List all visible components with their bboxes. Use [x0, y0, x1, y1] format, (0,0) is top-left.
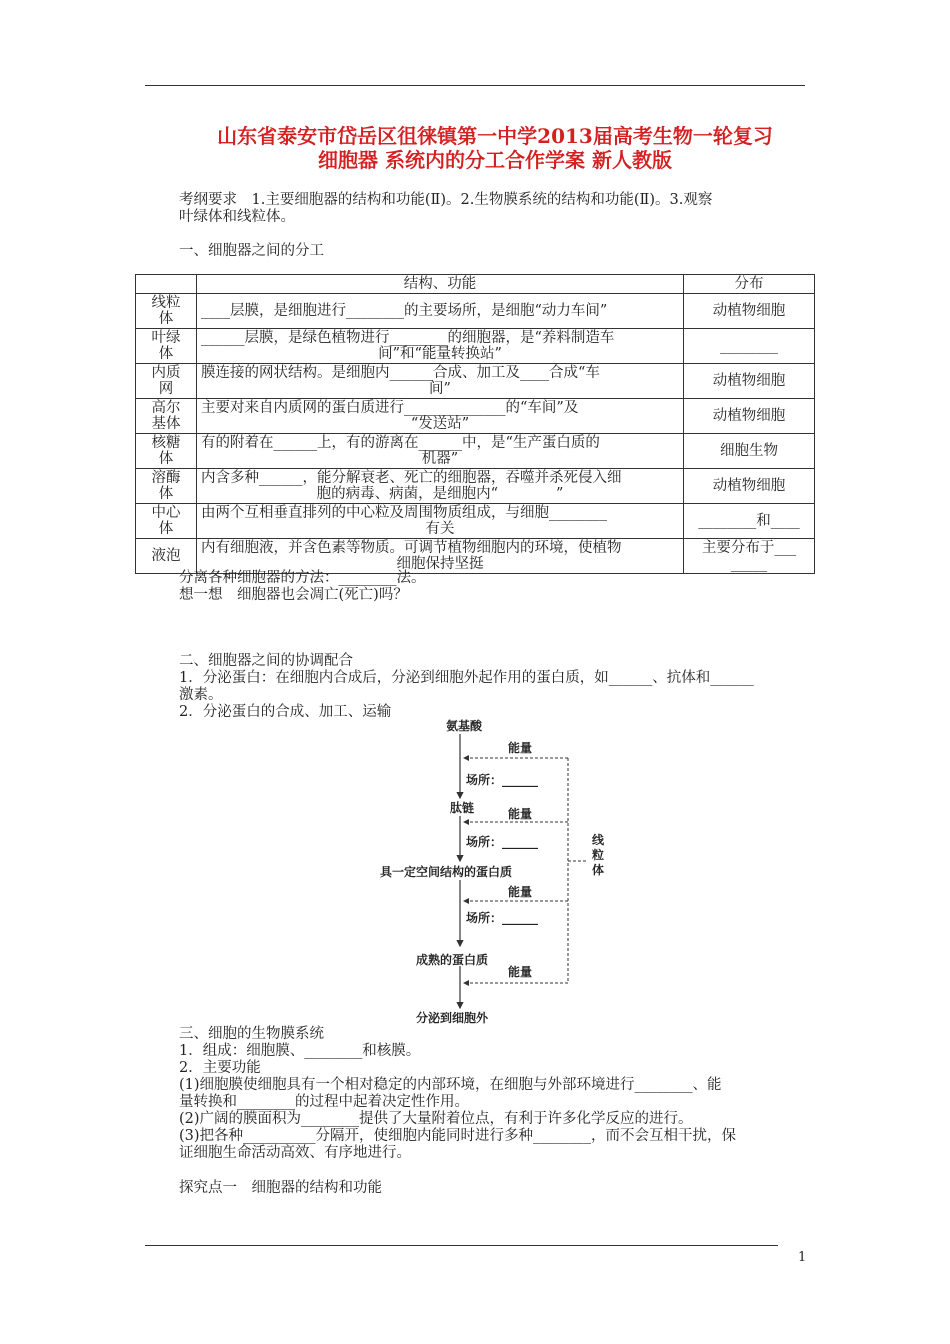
organelle-name-cell-line: 叶绿 [151, 330, 181, 346]
organelle-distribution-cell [684, 539, 815, 574]
organelle-name-cell [136, 329, 197, 364]
label-peptide: 肽链 [450, 801, 475, 815]
organelle-name-cell-line: 液泡 [151, 548, 181, 564]
organelle-function-cell-line: 胞的病毒、病菌，是细胞内“ ” [316, 486, 564, 502]
organelle-function-cell-line: “发送站” [410, 416, 470, 432]
organelle-distribution-cell [684, 399, 815, 434]
organelle-function-cell-line: 细胞保持坚挺 [396, 556, 484, 572]
organelle-function-cell [197, 539, 684, 574]
organelle-name-cell [136, 504, 197, 539]
organelle-function-cell [197, 434, 684, 469]
organelle-distribution-cell [684, 434, 815, 469]
label-mito-1: 线 [592, 833, 605, 847]
organelle-function-cell-line: 内有细胞液，并含色素等物质。可调节植物细胞内的环境，使植物 [201, 540, 622, 556]
section3-p3-line1: (3)把各种__________分隔开，使细胞内能同时进行多种________，而不会互相干扰，保 [179, 1128, 737, 1144]
organelle-distribution-cell-line: 动植物细胞 [712, 408, 786, 424]
section2-item1-line1: 1．分泌蛋白：在细胞内合成后，分泌到细胞外起作用的蛋白质，如______、抗体和______ [179, 670, 754, 686]
organelle-table [135, 274, 815, 574]
separation-method: 分离各种细胞器的方法：________法。 [179, 570, 426, 586]
organelle-function-cell [197, 329, 684, 364]
organelle-function-cell-line: 机器” [421, 451, 459, 467]
section3-p1-line1: (1)细胞膜使细胞具有一个相对稳定的内部环境，在细胞与外部环境进行________、能 [179, 1077, 722, 1093]
label-energy-1: 能量 [508, 741, 533, 755]
organelle-function-cell-line: ______层膜，是绿色植物进行________的细胞器，是“养料制造车 [201, 330, 615, 346]
label-mature-protein: 成熟的蛋白质 [416, 953, 489, 967]
secretion-flow-diagram [370, 718, 630, 1028]
requirements-line1: 考纲要求 1.主要细胞器的结构和功能(Ⅱ)。2.生物膜系统的结构和功能(Ⅱ)。3.观察 [179, 192, 713, 208]
table-row [136, 399, 815, 434]
organelle-function-cell-line: 有的附着在______上，有的游离在______中，是“生产蛋白质的 [201, 435, 600, 451]
organelle-name-cell [136, 434, 197, 469]
organelle-distribution-cell [684, 294, 815, 329]
organelle-function-cell-line: 膜连接的网状结构。是细胞内______合成、加工及____合成“车 [201, 365, 600, 381]
label-site-2: 场所：______ [466, 835, 539, 849]
table-row [136, 434, 815, 469]
organelle-name-cell-line: 高尔 [151, 400, 181, 416]
label-energy-3: 能量 [508, 885, 533, 899]
label-energy-2: 能量 [508, 807, 533, 821]
organelle-distribution-cell [684, 469, 815, 504]
table-header-row [136, 275, 815, 294]
organelle-name-cell-line: 线粒 [151, 295, 181, 311]
organelle-name-cell-line: 体 [158, 486, 174, 502]
section2-item2: 2．分泌蛋白的合成、加工、运输 [179, 704, 392, 720]
requirements-line2: 叶绿体和线粒体。 [179, 209, 295, 225]
section3-heading: 三、细胞的生物膜系统 [179, 1026, 324, 1042]
organelle-distribution-cell-line: 动植物细胞 [712, 478, 786, 494]
organelle-function-cell [197, 469, 684, 504]
bottom-rule [145, 1245, 778, 1246]
organelle-name-cell-line: 网 [158, 381, 174, 397]
organelle-name-cell [136, 364, 197, 399]
label-site-3: 场所：______ [466, 911, 539, 925]
page-number: 1 [798, 1250, 807, 1265]
top-rule [145, 85, 805, 86]
table-row [136, 364, 815, 399]
header-cell-function: 结构、功能 [197, 275, 684, 294]
explore-point: 探究点一 细胞器的结构和功能 [179, 1180, 382, 1196]
header-cell-distribution: 分布 [684, 275, 815, 294]
organelle-distribution-cell-line: 细胞生物 [720, 443, 778, 459]
organelle-distribution-cell [684, 364, 815, 399]
doc-title-line1: 山东省泰安市岱岳区徂徕镇第一中学2013届高考生物一轮复习 [217, 124, 773, 148]
organelle-name-cell-line: 体 [158, 521, 174, 537]
table-row [136, 504, 815, 539]
header-cell-name [136, 275, 197, 294]
organelle-function-cell-line: 间”和“能量转换站” [378, 346, 502, 362]
organelle-function-cell-line: 主要对来自内质网的蛋白质进行______________的“车间”及 [201, 400, 579, 416]
organelle-distribution-cell-line: 动植物细胞 [712, 303, 786, 319]
organelle-distribution-cell-line: ________ [720, 338, 778, 354]
label-amino-acid: 氨基酸 [446, 719, 483, 733]
organelle-name-cell [136, 539, 197, 574]
organelle-name-cell-line: 核糖 [151, 435, 181, 451]
organelle-distribution-cell [684, 329, 815, 364]
organelle-function-cell [197, 364, 684, 399]
section3-item1: 1．组成：细胞膜、________和核膜。 [179, 1043, 421, 1059]
label-energy-4: 能量 [508, 965, 533, 979]
organelle-name-cell [136, 294, 197, 329]
section1-heading: 一、细胞器之间的分工 [179, 243, 324, 259]
organelle-distribution-cell-line: ________和____ [698, 513, 800, 529]
label-mito-3: 体 [592, 863, 605, 877]
organelle-name-cell [136, 469, 197, 504]
doc-title-line2: 细胞器 系统内的分工合作学案 新人教版 [318, 148, 672, 172]
organelle-name-cell-line: 体 [158, 451, 174, 467]
think-question: 想一想 细胞器也会凋亡(死亡)吗？ [179, 587, 408, 603]
organelle-distribution-cell-line: 动植物细胞 [712, 373, 786, 389]
section2-heading: 二、细胞器之间的协调配合 [179, 653, 353, 669]
table-row [136, 294, 815, 329]
organelle-distribution-cell-line: 主要分布于___ [701, 540, 797, 556]
organelle-distribution-cell [684, 504, 815, 539]
section3-item2: 2．主要功能 [179, 1060, 261, 1076]
label-secreted: 分泌到细胞外 [416, 1011, 489, 1025]
section3-p1-line2: 量转换和________的过程中起着决定性作用。 [179, 1094, 469, 1110]
table-row [136, 329, 815, 364]
label-protein-3d: 具一定空间结构的蛋白质 [380, 865, 513, 879]
organelle-function-cell [197, 294, 684, 329]
organelle-name-cell-line: 体 [158, 311, 174, 327]
organelle-name-cell-line: 基体 [151, 416, 181, 432]
label-site-1: 场所：______ [466, 773, 539, 787]
organelle-name-cell-line: 溶酶 [151, 470, 181, 486]
label-mito-2: 粒 [592, 848, 605, 862]
organelle-name-cell-line: 内质 [151, 365, 181, 381]
table-row [136, 469, 815, 504]
organelle-function-cell-line: ____层膜，是细胞进行________的主要场所，是细胞“动力车间” [201, 303, 608, 319]
organelle-distribution-cell-line: _____ [730, 556, 768, 572]
organelle-function-cell [197, 504, 684, 539]
section2-item1-line2: 激素。 [179, 687, 223, 703]
organelle-function-cell-line: 内含多种______，能分解衰老、死亡的细胞器，吞噬并杀死侵入细 [201, 470, 622, 486]
organelle-name-cell-line: 体 [158, 346, 174, 362]
organelle-function-cell-line: 间” [429, 381, 451, 397]
organelle-function-cell-line: 有关 [425, 521, 455, 537]
organelle-function-cell [197, 399, 684, 434]
table-row [136, 539, 815, 574]
section3-p3-line2: 证细胞生命活动高效、有序地进行。 [179, 1145, 411, 1161]
organelle-function-cell-line: 由两个互相垂直排列的中心粒及周围物质组成，与细胞________ [201, 505, 607, 521]
section3-p2: (2)广阔的膜面积为________提供了大量附着位点，有利于许多化学反应的进行。 [179, 1111, 693, 1127]
organelle-name-cell [136, 399, 197, 434]
organelle-name-cell-line: 中心 [151, 505, 181, 521]
